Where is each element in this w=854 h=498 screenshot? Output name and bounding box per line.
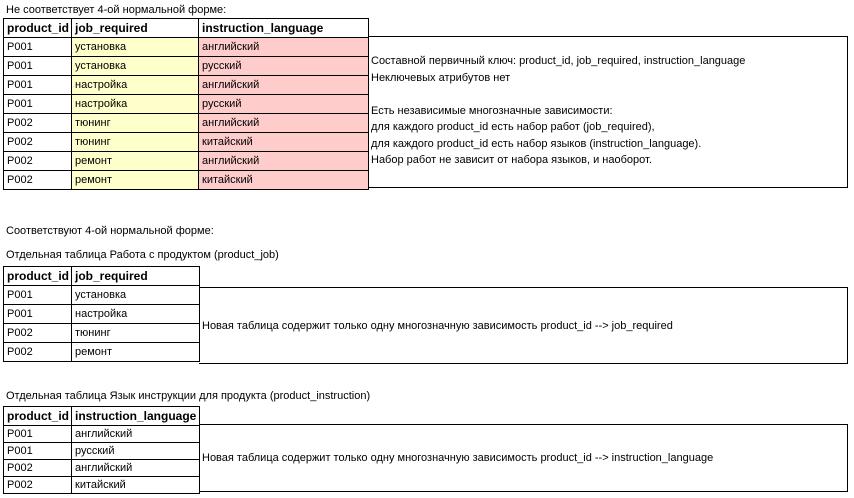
cell-product-id: P002 [4,324,72,343]
section1-caption: Не соответствует 4-ой нормальной форме: [6,4,227,16]
table-header-row [4,267,200,286]
cell-job-required: настройка [72,305,200,324]
header-job-required: job_required [72,267,200,286]
note-line: для каждого product_id есть набор работ (job_required), [371,121,655,133]
cell-product-id: P002 [4,152,72,171]
cell-instruction-language: английский [199,38,369,57]
table-row [4,133,369,152]
table-not-4nf [3,18,369,190]
section2-caption: Соответствуют 4-ой нормальной форме: [6,225,214,237]
table-row [4,460,200,477]
table-row [4,324,200,343]
cell-product-id: P001 [4,286,72,305]
table-row [4,443,200,460]
table-row [4,95,369,114]
cell-product-id: P002 [4,171,72,190]
cell-product-id: P001 [4,95,72,114]
cell-product-id: P001 [4,38,72,57]
table-row [4,171,369,190]
header-instruction-language: instruction_language [72,407,200,426]
table-row [4,426,200,443]
cell-job-required: тюнинг [72,133,199,152]
cell-instruction-language: русский [72,443,200,460]
table-header-row [4,19,369,38]
cell-product-id: P001 [4,305,72,324]
cell-product-id: P001 [4,426,72,443]
cell-product-id: P002 [4,460,72,477]
note-line: Составной первичный ключ: product_id, job_required, instruction_language [371,55,746,67]
cell-job-required: установка [72,286,200,305]
header-product-id: product_id [4,267,72,286]
table-row [4,343,200,362]
table-row [4,152,369,171]
cell-instruction-language: китайский [72,477,200,494]
table-row [4,477,200,494]
table-row [4,305,200,324]
header-product-id: product_id [4,19,72,38]
note-product-job: Новая таблица содержит только одну многозначную зависимость product_id --> job_required [202,320,673,332]
cell-job-required: ремонт [72,171,199,190]
section3-subcaption: Отдельная таблица Язык инструкции для продукта (product_instruction) [6,390,371,402]
section2-subcaption: Отдельная таблица Работа с продуктом (product_job) [6,249,279,261]
cell-instruction-language: английский [72,460,200,477]
cell-instruction-language: английский [199,76,369,95]
cell-product-id: P002 [4,133,72,152]
cell-product-id: P001 [4,57,72,76]
cell-product-id: P001 [4,76,72,95]
cell-product-id: P001 [4,443,72,460]
note-product-instruction: Новая таблица содержит только одну многозначную зависимость product_id --> instruction_language [202,452,714,464]
cell-instruction-language: английский [199,152,369,171]
table-row [4,286,200,305]
table-row [4,76,369,95]
table-row [4,114,369,133]
header-product-id: product_id [4,407,72,426]
cell-instruction-language: китайский [199,171,369,190]
note-line: Есть независимые многозначные зависимости: [371,104,613,117]
note-line: Набор работ не зависит от набора языков, и наоборот. [371,154,652,166]
cell-job-required: настройка [72,76,199,95]
notes-not-4nf [371,53,745,169]
cell-job-required: тюнинг [72,324,200,343]
cell-instruction-language: русский [199,95,369,114]
cell-job-required: ремонт [72,152,199,171]
cell-job-required: настройка [72,95,199,114]
cell-instruction-language: русский [199,57,369,76]
table-product-job [3,266,200,362]
cell-instruction-language: английский [199,114,369,133]
table-product-instruction [3,406,200,494]
cell-job-required: установка [72,57,199,76]
cell-instruction-language: китайский [199,133,369,152]
note-line [371,86,745,103]
cell-job-required: тюнинг [72,114,199,133]
header-instruction-language: instruction_language [199,19,369,38]
cell-product-id: P002 [4,114,72,133]
table-row [4,57,369,76]
table-header-row [4,407,200,426]
cell-job-required: установка [72,38,199,57]
cell-instruction-language: английский [72,426,200,443]
note-line: Неключевых атрибутов нет [371,71,511,84]
cell-product-id: P002 [4,343,72,362]
header-job-required: job_required [72,19,199,38]
note-line: для каждого product_id есть набор языков (instruction_language). [371,137,702,150]
cell-job-required: ремонт [72,343,200,362]
table-row [4,38,369,57]
cell-product-id: P002 [4,477,72,494]
